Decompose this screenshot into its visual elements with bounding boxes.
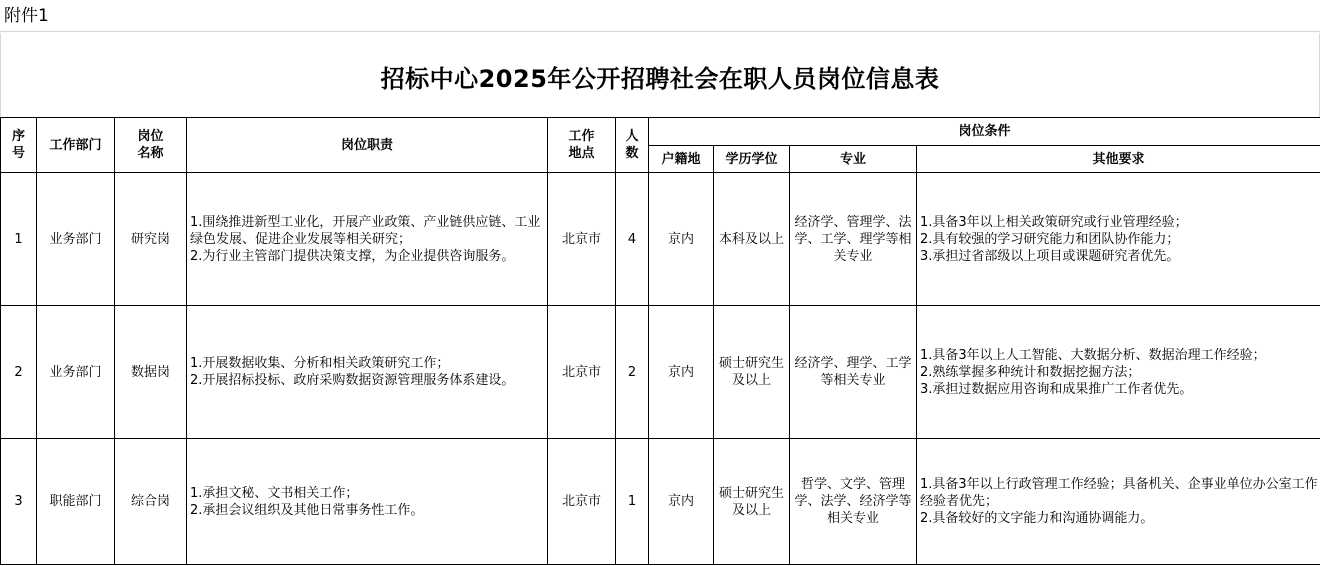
header-degree: 学历学位 [714,146,790,173]
cell-degree: 硕士研究生及以上 [714,306,790,439]
cell-other [917,173,1320,306]
table-row [1,173,1320,306]
cell-dept: 职能部门 [37,439,115,565]
cell-count: 2 [616,306,649,439]
cell-location: 北京市 [548,173,616,306]
cell-hukou: 京内 [649,173,714,306]
header-post-name: 岗位 名称 [115,118,187,173]
requirement-line: 3.承担过省部级以上项目或课题研究者优先。 [920,248,1180,264]
requirement-line: 1.具备3年以上行政管理工作经验；具备机关、企事业单位办公室工作经验者优先； [920,477,1318,509]
header-major: 专业 [790,146,917,173]
requirement-line: 1.具备3年以上相关政策研究或行业管理经验； [920,214,1188,230]
title-area [0,33,1320,117]
attachment-label: 附件1 [0,0,1320,32]
cell-location: 北京市 [548,439,616,565]
cell-seq: 2 [1,306,37,439]
cell-post: 综合岗 [115,439,187,565]
position-table [0,117,1320,565]
cell-location: 北京市 [548,306,616,439]
cell-other [917,439,1320,565]
cell-dept: 业务部门 [37,173,115,306]
cell-seq: 1 [1,173,37,306]
duty-line: 2.为行业主管部门提供决策支撑，为企业提供咨询服务。 [190,248,515,264]
header-location: 工作 地点 [548,118,616,173]
duty-line: 1.围绕推进新型工业化，开展产业政策、产业链供应链、工业绿色发展、促进企业发展等相关研究； [190,214,541,247]
cell-dept: 业务部门 [37,306,115,439]
cell-duty [187,173,548,306]
cell-post: 研究岗 [115,173,187,306]
header-conditions: 岗位条件 [649,118,1320,146]
requirement-line: 2.具有较强的学习研究能力和团队协作能力； [920,231,1180,247]
cell-hukou: 京内 [649,306,714,439]
requirement-line: 2.熟练掌握多种统计和数据挖掘方法； [920,364,1141,380]
header-hukou: 户籍地 [649,146,714,173]
requirement-line: 3.承担过数据应用咨询和成果推广工作者优先。 [920,381,1193,397]
header-dept: 工作部门 [37,118,115,173]
cell-duty [187,306,548,439]
cell-degree: 硕士研究生及以上 [714,439,790,565]
cell-seq: 3 [1,439,37,565]
cell-post: 数据岗 [115,306,187,439]
cell-other [917,306,1320,439]
cell-duty [187,439,548,565]
cell-count: 4 [616,173,649,306]
duty-line: 2.开展招标投标、政府采购数据资源管理服务体系建设。 [190,373,515,388]
duty-line: 2.承担会议组织及其他日常事务性工作。 [190,502,424,518]
cell-major: 哲学、文学、管理学、法学、经济学等相关专业 [790,439,917,565]
requirement-line: 1.具备3年以上人工智能、大数据分析、数据治理工作经验； [920,347,1266,363]
cell-major: 经济学、理学、工学等相关专业 [790,306,917,439]
header-count: 人 数 [616,118,649,173]
header-other: 其他要求 [917,146,1320,173]
page-title: 招标中心2025年公开招聘社会在职人员岗位信息表 [380,65,940,93]
duty-line: 1.开展数据收集、分析和相关政策研究工作； [190,356,450,371]
duty-line: 1.承担文秘、文书相关工作； [190,485,359,501]
cell-hukou: 京内 [649,439,714,565]
header-duty: 岗位职责 [187,118,548,173]
header-seq: 序 号 [1,118,37,173]
requirement-line: 2.具备较好的文字能力和沟通协调能力。 [920,511,1154,526]
cell-degree: 本科及以上 [714,173,790,306]
cell-count: 1 [616,439,649,565]
table-row [1,439,1320,565]
table-row [1,306,1320,439]
cell-major: 经济学、管理学、法学、工学、理学等相关专业 [790,173,917,306]
